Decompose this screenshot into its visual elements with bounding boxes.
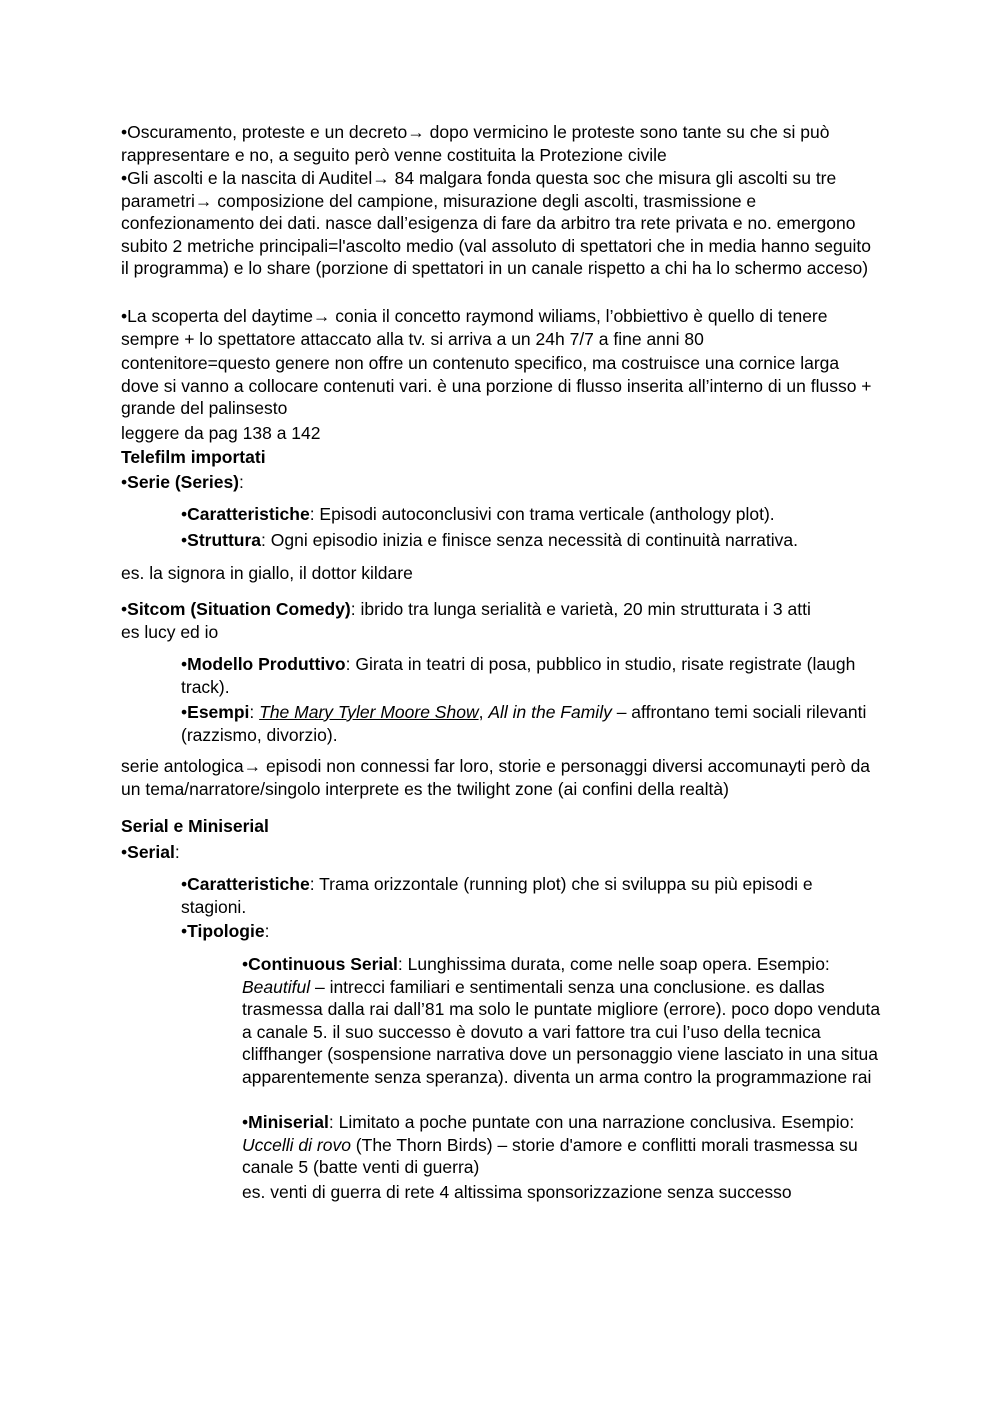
bullet-text: : Limitato a poche puntate con una narrazione conclusiva. Esempio: — [328, 1112, 855, 1132]
bullet-continuous-serial — [242, 953, 882, 1089]
bullet-text: (The Thorn Birds) – storie d'amore e conflitti morali trasmessa su canale 5 (batte venti di guerra) — [242, 1134, 858, 1178]
bullet-mark: • — [121, 842, 128, 862]
bullet-sitcom — [121, 598, 881, 621]
bullet-mark: • — [181, 504, 188, 524]
bullet-text: : Ogni episodio inizia e finisce senza necessità di continuità narrativa. — [261, 530, 798, 550]
heading-telefilm: Telefilm importati — [121, 447, 266, 467]
bullet-label: Sitcom (Situation Comedy) — [127, 599, 351, 619]
bullet-label: Tipologie — [187, 921, 265, 941]
bullet-text: : Trama orizzontale (running plot) che si sviluppa su più episodi e stagioni. — [181, 874, 813, 917]
bullet-caratteristiche-serie — [181, 503, 881, 526]
bullet-caratteristiche-serial — [181, 873, 881, 918]
bullet-serie — [121, 471, 881, 494]
para-es-lucy: es lucy ed io — [121, 622, 219, 642]
bullet-mark: • — [121, 472, 128, 492]
bullet-label: Caratteristiche — [187, 874, 310, 894]
para-contenitore: contenitore=questo genere non offre un contenuto specifico, ma costruisce una cornice larga dove si vanno a collocare contenuti vari. è una porzione di flusso inserita all’interno di un flusso + grande del palinsesto — [121, 353, 872, 419]
bullet-mark: • — [181, 654, 188, 674]
bullet-serial — [121, 841, 881, 864]
bullet-mark: • — [121, 599, 128, 619]
bullet-miniserial — [242, 1111, 882, 1179]
bullet-sep: , — [478, 702, 489, 722]
show-title: Beautiful — [242, 976, 311, 997]
show-title-link[interactable]: The Mary Tyler Moore Show — [259, 702, 479, 722]
bullet-struttura — [181, 529, 881, 552]
bullet-label: Continuous Serial — [248, 954, 398, 974]
para-oscuramento: •Oscuramento, proteste e un decreto→ dopo vermicino le proteste sono tante su che si può rappresentare e no, a seguito però venne costituita la Protezione civile — [121, 122, 830, 165]
bullet-label: Esempi — [187, 702, 250, 722]
para-leggere: leggere da pag 138 a 142 — [121, 423, 321, 443]
bullet-text: : — [264, 921, 270, 941]
para-antologica: serie antologica→ episodi non connessi far loro, storie e personaggi diversi accomunayti però da un tema/narratore/singolo interprete es the twilight zone (ai confini della realtà) — [121, 756, 871, 799]
bullet-mark: • — [242, 954, 249, 974]
bullet-modello-produttivo — [181, 653, 881, 698]
bullet-esempi — [181, 701, 881, 746]
show-title: Uccelli di rovo — [242, 1134, 351, 1155]
bullet-mark: • — [181, 921, 188, 941]
para-es-signora: es. la signora in giallo, il dottor kildare — [121, 563, 413, 583]
bullet-label: Serial — [127, 842, 175, 862]
bullet-label: Caratteristiche — [187, 504, 310, 524]
bullet-text: : Episodi autoconclusivi con trama verticale (anthology plot). — [309, 504, 775, 524]
bullet-text: : — [174, 842, 180, 862]
show-title: All in the Family — [488, 702, 612, 722]
bullet-label: Struttura — [187, 530, 262, 550]
bullet-text: : — [239, 472, 244, 492]
bullet-label: Modello Produttivo — [187, 654, 346, 674]
bullet-label: Serie (Series) — [127, 472, 240, 492]
bullet-mark: • — [242, 1112, 249, 1132]
bullet-text: : Lunghissima durata, come nelle soap opera. Esempio: — [397, 954, 830, 974]
bullet-text: – intrecci familiari e sentimentali senza una conclusione. es dallas trasmessa dalla rai dall’81 ma solo le puntate migliore (errore). poco dopo venduta a canale 5. il suo successo è dovuto a vari fattore tra cui l’uso della tecnica cliffhanger (sospensione narrativa dove un personaggio viene lasciato in una situa apparentemente senza speranza). diventa un arma contro la programmazione rai — [242, 976, 881, 1087]
para-auditel: •Gli ascolti e la nascita di Auditel→ 84 malgara fonda questa soc che misura gli ascolti su tre parametri→ composizione del campione, misurazione degli ascolti, trasmissione e confezionamento dei dati. nasce dall’esigenza di fare da arbitro tra rete privata e no. emergono subito 2 metriche principali=l'ascolto medio (val assoluto di spettatori che in media hanno seguito il programma) e lo share (porzione di spettatori in un canale rispetto a chi ha lo schermo acceso) — [121, 168, 871, 279]
para-es-venti: es. venti di guerra di rete 4 altissima sponsorizzazione senza successo — [242, 1182, 792, 1202]
bullet-text: : ibrido tra lunga serialità e varietà, 20 min strutturata i 3 atti — [350, 599, 811, 619]
bullet-tipologie — [181, 920, 881, 943]
bullet-mark: • — [181, 874, 188, 894]
bullet-text: : Girata in teatri di posa, pubblico in studio, risate registrate (laugh track). — [181, 654, 856, 697]
bullet-mark: • — [181, 530, 188, 550]
bullet-label: Miniserial — [248, 1112, 329, 1132]
para-daytime: •La scoperta del daytime→ conia il concetto raymond wiliams, l’obbiettivo è quello di tenere sempre + lo spettatore attaccato alla tv. si arriva a un 24h 7/7 a fine anni 80 — [121, 306, 828, 349]
bullet-sep: : — [249, 702, 260, 722]
heading-serial: Serial e Miniserial — [121, 816, 269, 836]
bullet-text: – affrontano temi sociali rilevanti (razzismo, divorzio). — [181, 702, 867, 745]
bullet-mark: • — [181, 702, 188, 722]
